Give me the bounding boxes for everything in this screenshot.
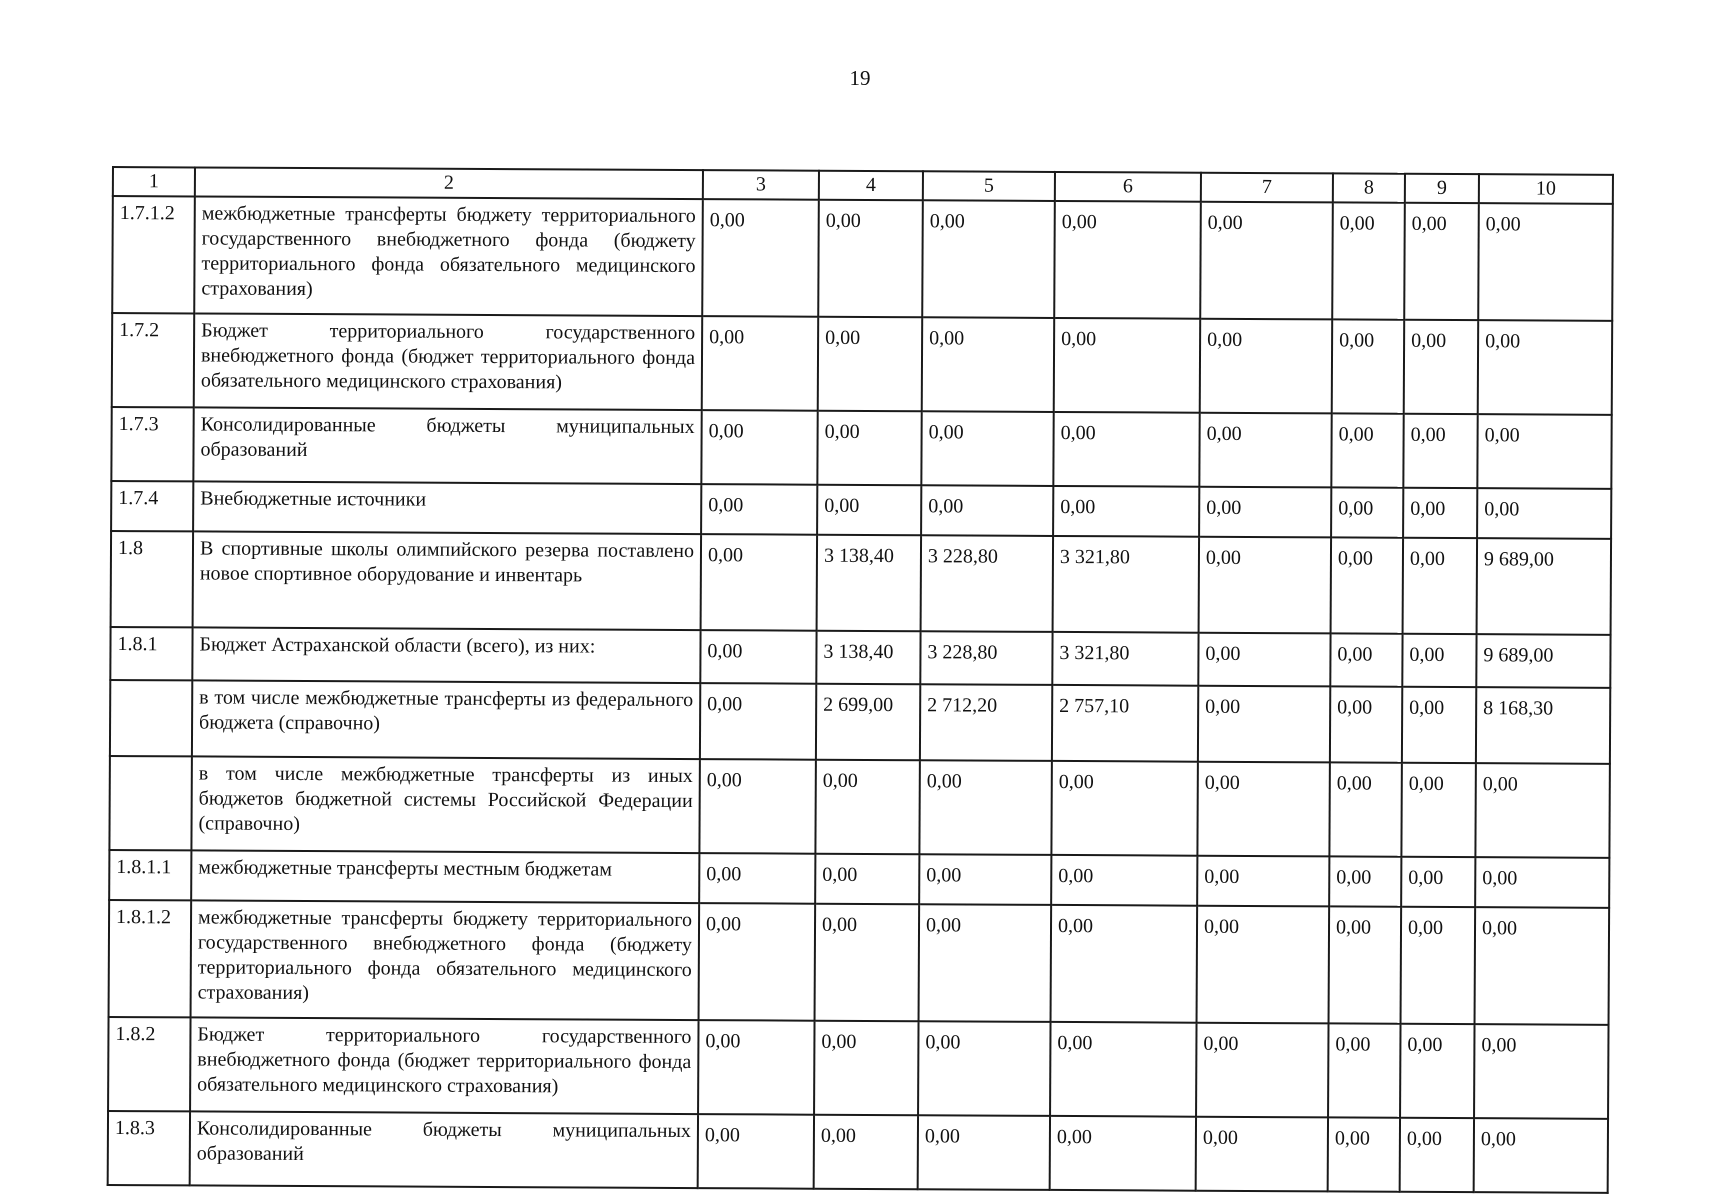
value-cell: 0,00	[1331, 487, 1403, 537]
value-cell: 0,00	[815, 854, 919, 905]
page-number: 19	[849, 66, 871, 90]
value-cell: 0,00	[1478, 320, 1612, 415]
value-cell: 0,00	[1200, 202, 1333, 320]
value-cell: 0,00	[1404, 203, 1479, 320]
value-cell: 8 168,30	[1476, 687, 1610, 764]
header-cell: 4	[819, 171, 923, 201]
value-cell: 0,00	[1198, 686, 1330, 763]
value-cell: 0,00	[1331, 413, 1403, 487]
row-code: 1.8.1	[110, 627, 192, 680]
value-cell: 0,00	[698, 1114, 814, 1189]
value-cell: 0,00	[1478, 203, 1613, 321]
row-code: 1.7.4	[111, 481, 193, 531]
value-cell: 0,00	[1474, 1024, 1608, 1119]
value-cell: 0,00	[919, 904, 1052, 1022]
header-cell: 9	[1405, 174, 1479, 203]
value-cell: 0,00	[921, 411, 1053, 486]
header-cell: 8	[1333, 173, 1405, 202]
value-cell: 0,00	[814, 1021, 918, 1116]
value-cell: 0,00	[1053, 486, 1199, 537]
value-cell: 0,00	[1403, 414, 1477, 488]
table-row	[112, 313, 1612, 415]
value-cell: 0,00	[1053, 412, 1199, 487]
table-row	[108, 1017, 1608, 1119]
table-row	[111, 407, 1611, 489]
row-code: 1.8.1.1	[109, 850, 191, 900]
value-cell: 0,00	[1199, 537, 1332, 634]
header-cell: 1	[113, 167, 195, 196]
value-cell: 3 228,80	[920, 631, 1052, 685]
value-cell: 0,00	[1199, 487, 1331, 538]
value-cell: 9 689,00	[1476, 634, 1610, 688]
value-cell: 3 321,80	[1052, 632, 1198, 686]
row-name: межбюджетные трансферты бюджету территориального государственного внебюджетного фонда (бюджету территориального фонда обязательного медицинского страхования)	[194, 196, 703, 316]
value-cell: 0,00	[1197, 856, 1329, 907]
value-cell: 0,00	[702, 316, 818, 411]
value-cell: 0,00	[1051, 905, 1198, 1023]
value-cell: 0,00	[815, 904, 920, 1022]
value-cell: 0,00	[1328, 1117, 1400, 1191]
value-cell: 0,00	[1197, 762, 1329, 857]
value-cell: 0,00	[1328, 1023, 1400, 1117]
value-cell: 0,00	[699, 903, 816, 1021]
value-cell: 0,00	[818, 200, 923, 318]
table-row	[110, 680, 1610, 764]
value-cell: 0,00	[699, 759, 815, 854]
row-name: В спортивные школы олимпийского резерва поставлено новое спортивное оборудование и инвентарь	[193, 531, 701, 630]
value-cell: 0,00	[1400, 1118, 1474, 1192]
value-cell: 3 321,80	[1053, 536, 1200, 633]
value-cell: 2 757,10	[1052, 685, 1198, 762]
value-cell: 0,00	[1332, 202, 1405, 319]
value-cell: 0,00	[701, 410, 817, 485]
value-cell: 0,00	[1401, 763, 1475, 857]
value-cell: 0,00	[817, 411, 921, 486]
row-name: в том числе межбюджетные трансферты из федерального бюджета (справочно)	[192, 680, 700, 759]
value-cell: 0,00	[1329, 906, 1402, 1023]
value-cell: 3 228,80	[921, 535, 1054, 632]
value-cell: 0,00	[815, 760, 919, 855]
row-name: Консолидированные бюджеты муниципальных образований	[190, 1111, 698, 1188]
value-cell: 0,00	[1200, 319, 1332, 414]
value-cell: 0,00	[1400, 1024, 1474, 1118]
value-cell: 0,00	[1474, 1118, 1608, 1193]
value-cell: 0,00	[1403, 538, 1478, 634]
row-name: межбюджетные трансферты местным бюджетам	[191, 850, 699, 903]
value-cell: 0,00	[918, 1115, 1050, 1190]
value-cell: 0,00	[700, 630, 816, 684]
row-name: Бюджет территориального государственного внебюджетного фонда (бюджет территориального фонда обязательного медицинского страхования)	[190, 1017, 698, 1114]
table-row	[109, 756, 1609, 858]
row-code: 1.8.3	[108, 1111, 190, 1185]
row-name: Внебюджетные источники	[193, 481, 701, 534]
row-code: 1.7.3	[111, 407, 193, 481]
value-cell: 0,00	[1404, 320, 1478, 414]
row-name: в том числе межбюджетные трансферты из иных бюджетов бюджетной системы Российской Федерации (справочно)	[191, 756, 699, 853]
value-cell: 0,00	[1196, 1117, 1328, 1192]
header-cell: 6	[1055, 172, 1201, 202]
value-cell: 0,00	[1332, 319, 1404, 413]
value-cell: 0,00	[919, 760, 1051, 855]
value-cell: 0,00	[1329, 762, 1401, 856]
value-cell: 0,00	[1475, 907, 1610, 1025]
value-cell: 0,00	[814, 1115, 918, 1190]
value-cell: 0,00	[922, 317, 1054, 412]
row-name: Бюджет территориального государственного внебюджетного фонда (бюджет территориального фонда обязательного медицинского страхования)	[194, 313, 702, 410]
value-cell: 0,00	[701, 534, 818, 631]
header-cell: 7	[1201, 173, 1333, 203]
value-cell: 0,00	[1054, 318, 1200, 413]
value-cell: 0,00	[1475, 763, 1609, 858]
row-code: 1.8	[111, 531, 194, 627]
value-cell: 0,00	[1402, 634, 1476, 687]
value-cell: 0,00	[818, 317, 922, 412]
row-code: 1.7.1.2	[112, 196, 195, 313]
row-name: межбюджетные трансферты бюджету территориального государственного внебюджетного фонда (бюджету территориального фонда обязательного медицинского страхования)	[191, 900, 700, 1020]
value-cell: 0,00	[1402, 687, 1476, 763]
table-row	[109, 850, 1609, 908]
row-code: 1.7.2	[112, 313, 194, 407]
value-cell: 0,00	[817, 485, 921, 536]
table-row	[109, 900, 1610, 1025]
value-cell: 3 138,40	[817, 535, 922, 632]
value-cell: 0,00	[1050, 1116, 1196, 1191]
header-cell: 5	[923, 171, 1055, 201]
table-row	[110, 627, 1610, 688]
row-name: Консолидированные бюджеты муниципальных образований	[193, 407, 701, 484]
table-body	[108, 196, 1613, 1193]
row-code	[109, 756, 191, 850]
table-row	[112, 196, 1613, 321]
value-cell: 2 712,20	[920, 684, 1052, 761]
value-cell: 0,00	[919, 854, 1051, 905]
value-cell: 0,00	[1475, 857, 1609, 908]
value-cell: 0,00	[1331, 537, 1404, 633]
table-row	[108, 1111, 1608, 1193]
value-cell: 0,00	[1330, 686, 1402, 762]
value-cell: 0,00	[1198, 633, 1330, 687]
value-cell: 3 138,40	[816, 631, 920, 685]
row-code	[110, 680, 192, 756]
value-cell: 0,00	[1054, 201, 1201, 319]
value-cell: 0,00	[701, 484, 817, 535]
value-cell: 0,00	[1477, 488, 1611, 539]
value-cell: 0,00	[1197, 906, 1330, 1024]
header-cell: 10	[1479, 174, 1613, 204]
value-cell: 0,00	[1196, 1023, 1328, 1118]
value-cell: 0,00	[1330, 633, 1402, 686]
value-cell: 0,00	[1329, 856, 1401, 906]
value-cell: 0,00	[700, 683, 816, 760]
value-cell: 0,00	[1050, 1022, 1196, 1117]
value-cell: 0,00	[1051, 761, 1197, 856]
table-row	[111, 531, 1611, 635]
value-cell: 0,00	[1051, 855, 1197, 906]
value-cell: 0,00	[1403, 488, 1477, 538]
row-name: Бюджет Астраханской области (всего), из них:	[192, 627, 700, 683]
row-code: 1.8.1.2	[109, 900, 192, 1017]
header-cell: 3	[703, 170, 819, 200]
value-cell: 0,00	[1401, 907, 1476, 1024]
value-cell: 0,00	[921, 485, 1053, 536]
value-cell: 0,00	[922, 200, 1055, 318]
budget-table	[107, 166, 1614, 1194]
row-code: 1.8.2	[108, 1017, 190, 1111]
value-cell: 2 699,00	[816, 684, 920, 761]
value-cell: 0,00	[702, 199, 819, 317]
table-row	[111, 481, 1611, 539]
value-cell: 0,00	[1401, 857, 1475, 907]
value-cell: 0,00	[698, 1020, 814, 1115]
value-cell: 0,00	[699, 853, 815, 904]
value-cell: 0,00	[1199, 413, 1331, 488]
value-cell: 9 689,00	[1477, 538, 1612, 635]
value-cell: 0,00	[918, 1021, 1050, 1116]
value-cell: 0,00	[1477, 414, 1611, 489]
header-cell: 2	[195, 167, 703, 199]
